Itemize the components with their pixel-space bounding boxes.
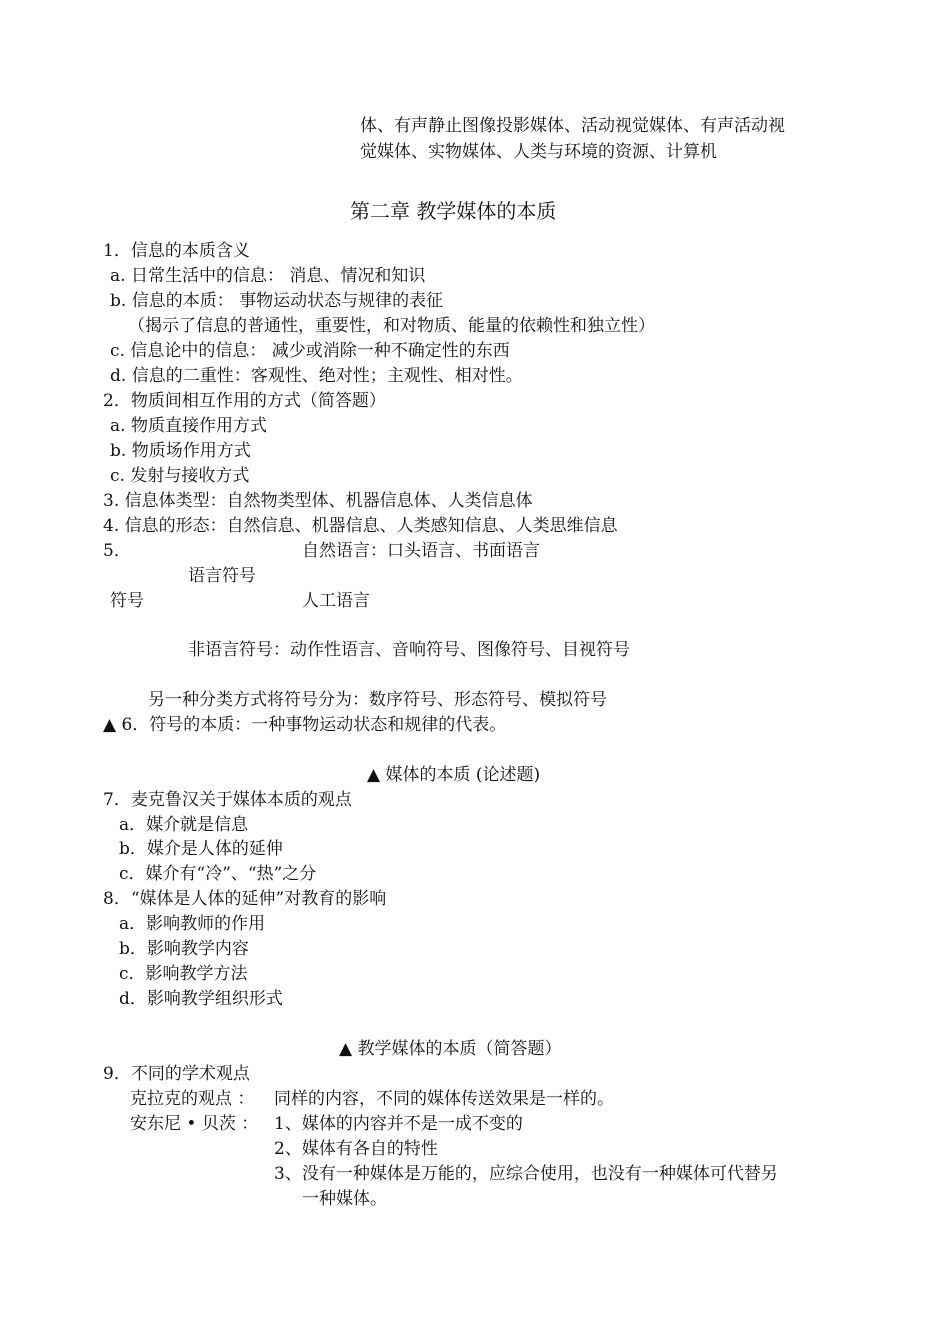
section-2-item-c: c. 发射与接收方式 — [110, 466, 250, 486]
section-1-item-b: b. 信息的本质： 事物运动状态与规律的表征 — [110, 291, 444, 311]
section-8-item-c: c．影响教学方法 — [119, 964, 248, 984]
continued-line-2: 觉媒体、实物媒体、人类与环境的资源、计算机 — [360, 142, 717, 162]
chapter-title: 第二章 教学媒体的本质 — [350, 199, 557, 223]
section-7-item-b: b．媒介是人体的延伸 — [119, 839, 283, 859]
bates-point-3-continued: 一种媒体。 — [302, 1189, 387, 1209]
section-5-artificial-language: 人工语言 — [302, 591, 370, 611]
section-1-item-a: a. 日常生活中的信息： 消息、情况和知识 — [110, 266, 426, 286]
section-1-item-c: c. 信息论中的信息： 减少或消除一种不确定性的东西 — [110, 341, 510, 361]
section-5-language-symbol: 语言符号 — [188, 566, 256, 586]
section-6: ▲ 6．符号的本质：一种事物运动状态和规律的代表。 — [103, 715, 507, 735]
section-5-nonlanguage-symbol: 非语言符号：动作性语言、音响符号、图像符号、目视符号 — [188, 640, 630, 660]
section-8-item-d: d．影响教学组织形式 — [119, 989, 283, 1009]
section-8-item-a: a．影响教师的作用 — [119, 914, 266, 934]
section-9-heading: 9．不同的学术观点 — [103, 1064, 250, 1084]
section-1-item-d: d. 信息的二重性：客观性、绝对性；主观性、相对性。 — [110, 366, 523, 386]
bates-point-2: 2、媒体有各自的特性 — [274, 1139, 438, 1159]
section-7-item-c: c．媒介有“冷”、“热”之分 — [119, 864, 317, 884]
clark-label: 克拉克的观点 ： — [130, 1089, 255, 1109]
section-7-item-a: a．媒介就是信息 — [119, 815, 249, 835]
section-8-heading: 8．“媒体是人体的延伸”对教育的影响 — [103, 889, 387, 909]
section-1-heading: 1．信息的本质含义 — [103, 241, 250, 261]
media-essence-heading: ▲ 媒体的本质 (论述题) — [367, 765, 541, 785]
section-3: 3. 信息体类型：自然物类型体、机器信息体、人类信息体 — [103, 491, 533, 511]
section-4: 4. 信息的形态：自然信息、机器信息、人类感知信息、人类思维信息 — [103, 516, 618, 536]
section-2-item-b: b. 物质场作用方式 — [110, 441, 251, 461]
section-5-symbol: 符号 — [110, 591, 144, 611]
teaching-media-essence-heading: ▲ 教学媒体的本质（简答题） — [339, 1039, 562, 1059]
section-1-item-b-note: （揭示了信息的普通性，重要性，和对物质、能量的依赖性和独立性） — [128, 316, 655, 336]
bates-point-1: 1、媒体的内容并不是一成不变的 — [274, 1114, 523, 1134]
section-8-item-b: b．影响教学内容 — [119, 939, 249, 959]
bates-label: 安东尼 • 贝茨 ： — [130, 1114, 259, 1134]
section-2-item-a: a. 物质直接作用方式 — [110, 416, 267, 436]
clark-view: 同样的内容，不同的媒体传送效果是一样的。 — [274, 1089, 614, 1109]
section-5-other-classification: 另一种分类方式将符号分为：数序符号、形态符号、模拟符号 — [148, 690, 607, 710]
section-5-natural-language: 自然语言：口头语言、书面语言 — [302, 541, 540, 561]
section-2-heading: 2．物质间相互作用的方式（简答题） — [103, 391, 386, 411]
section-7-heading: 7．麦克鲁汉关于媒体本质的观点 — [103, 790, 352, 810]
bates-point-3: 3、没有一种媒体是万能的，应综合使用，也没有一种媒体可代替另 — [274, 1164, 778, 1184]
continued-line-1: 体、有声静止图像投影媒体、活动视觉媒体、有声活动视 — [360, 116, 785, 136]
section-5-number: 5． — [103, 541, 131, 561]
